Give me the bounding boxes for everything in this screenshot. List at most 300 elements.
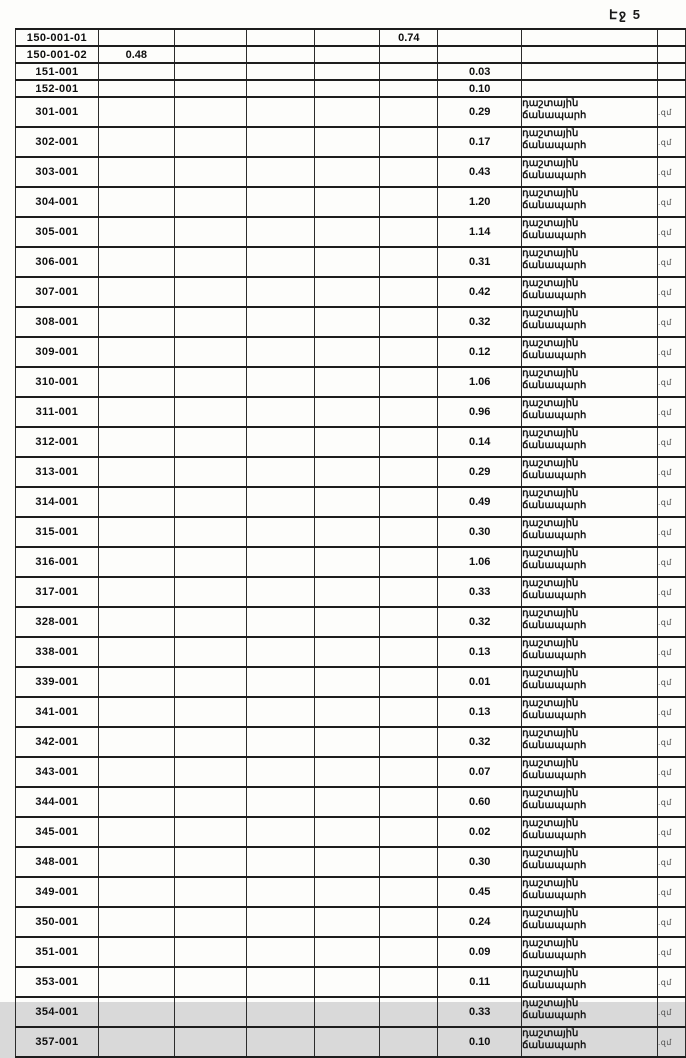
empty-cell (315, 757, 380, 787)
land-use-line: ճանապարհ (522, 350, 587, 361)
empty-cell (98, 367, 174, 397)
empty-cell (380, 1027, 438, 1057)
empty-cell (246, 667, 315, 697)
value-cell: 0.30 (438, 517, 522, 547)
empty-cell (246, 727, 315, 757)
margin-mark: .զմ (657, 637, 685, 667)
empty-cell (315, 817, 380, 847)
empty-cell (315, 697, 380, 727)
empty-cell (315, 127, 380, 157)
empty-cell (174, 787, 246, 817)
empty-cell (174, 517, 246, 547)
land-use-line: դաշտային (522, 278, 579, 289)
margin-mark: .զմ (657, 247, 685, 277)
code-cell: 313-001 (16, 457, 99, 487)
value-cell: 0.48 (98, 46, 174, 63)
land-use-cell (522, 187, 658, 217)
margin-mark: .զմ (657, 277, 685, 307)
land-use-line: ճանապարհ (522, 650, 587, 661)
empty-cell (246, 217, 315, 247)
empty-cell (174, 637, 246, 667)
margin-mark (657, 46, 685, 63)
table-row (16, 517, 686, 547)
land-use-line: դաշտային (522, 998, 579, 1009)
empty-cell (380, 967, 438, 997)
empty-cell (380, 80, 438, 97)
table-row (16, 397, 686, 427)
land-use-cell (522, 397, 658, 427)
empty-cell (246, 607, 315, 637)
margin-mark: .զմ (657, 307, 685, 337)
empty-cell (246, 997, 315, 1027)
margin-mark: .զմ (657, 427, 685, 457)
land-use-cell (522, 1027, 658, 1057)
empty-cell (98, 907, 174, 937)
land-use-line: ճանապարհ (522, 770, 587, 781)
land-use-line: դաշտային (522, 158, 579, 169)
empty-cell (246, 247, 315, 277)
land-use-line: դաշտային (522, 968, 579, 979)
empty-cell (174, 667, 246, 697)
code-cell: 341-001 (16, 697, 99, 727)
land-use-line: դաշտային (522, 728, 579, 739)
land-use-line: ճանապարհ (522, 710, 587, 721)
empty-cell (174, 847, 246, 877)
empty-cell (380, 847, 438, 877)
value-cell: 0.10 (438, 1027, 522, 1057)
empty-cell (174, 997, 246, 1027)
empty-cell (315, 1027, 380, 1057)
empty-cell (174, 97, 246, 127)
empty-cell (315, 307, 380, 337)
empty-cell (380, 157, 438, 187)
empty-cell (380, 97, 438, 127)
empty-cell (98, 727, 174, 757)
table-row (16, 967, 686, 997)
land-use-cell (522, 817, 658, 847)
code-cell: 317-001 (16, 577, 99, 607)
empty-cell (98, 937, 174, 967)
empty-cell (315, 937, 380, 967)
table-row (16, 247, 686, 277)
code-cell: 328-001 (16, 607, 99, 637)
value-cell: 0.09 (438, 937, 522, 967)
table-row (16, 127, 686, 157)
code-cell: 357-001 (16, 1027, 99, 1057)
land-use-cell (522, 877, 658, 907)
empty-cell (315, 29, 380, 46)
empty-cell (98, 397, 174, 427)
code-cell: 310-001 (16, 367, 99, 397)
value-cell: 0.33 (438, 997, 522, 1027)
table-row (16, 667, 686, 697)
empty-cell (98, 607, 174, 637)
code-cell: 315-001 (16, 517, 99, 547)
empty-cell (380, 607, 438, 637)
empty-cell (174, 29, 246, 46)
value-cell: 0.07 (438, 757, 522, 787)
empty-cell (98, 667, 174, 697)
land-use-line: ճանապարհ (522, 740, 587, 751)
margin-mark: .զմ (657, 157, 685, 187)
land-use-cell (522, 997, 658, 1027)
empty-cell (174, 157, 246, 187)
land-use-line: դաշտային (522, 428, 579, 439)
value-cell: 0.33 (438, 577, 522, 607)
empty-cell (98, 337, 174, 367)
empty-cell (315, 157, 380, 187)
empty-cell (246, 127, 315, 157)
value-cell: 0.11 (438, 967, 522, 997)
empty-cell (246, 907, 315, 937)
land-use-cell (522, 907, 658, 937)
margin-mark: .զմ (657, 727, 685, 757)
land-use-line: դաշտային (522, 188, 579, 199)
land-use-cell (522, 727, 658, 757)
land-use-cell (522, 637, 658, 667)
empty-cell (315, 607, 380, 637)
empty-cell (315, 787, 380, 817)
value-cell: 0.31 (438, 247, 522, 277)
empty-cell (380, 907, 438, 937)
empty-cell (315, 727, 380, 757)
empty-cell (315, 247, 380, 277)
land-use-line: ճանապարհ (522, 290, 587, 301)
empty-cell (246, 277, 315, 307)
margin-mark: .զմ (657, 937, 685, 967)
value-cell: 0.32 (438, 727, 522, 757)
land-use-line: ճանապարհ (522, 590, 587, 601)
margin-mark: .զմ (657, 817, 685, 847)
land-use-cell (522, 277, 658, 307)
empty-cell (98, 97, 174, 127)
empty-cell (315, 907, 380, 937)
table-row (16, 97, 686, 127)
empty-cell (174, 697, 246, 727)
empty-cell (380, 937, 438, 967)
empty-cell (98, 577, 174, 607)
land-use-line: դաշտային (522, 368, 579, 379)
code-cell: 343-001 (16, 757, 99, 787)
empty-cell (315, 427, 380, 457)
table-row (16, 937, 686, 967)
value-cell: 0.10 (438, 80, 522, 97)
margin-mark: .զմ (657, 517, 685, 547)
empty-cell (380, 757, 438, 787)
empty-cell (315, 337, 380, 367)
code-cell: 150-001-02 (16, 46, 99, 63)
empty-cell (246, 457, 315, 487)
table-row (16, 487, 686, 517)
margin-mark: .զմ (657, 217, 685, 247)
value-cell: 0.49 (438, 487, 522, 517)
land-use-line: դաշտային (522, 128, 579, 139)
empty-cell (174, 127, 246, 157)
table-row (16, 187, 686, 217)
empty-cell (246, 307, 315, 337)
empty-cell (174, 757, 246, 787)
empty-cell (98, 787, 174, 817)
empty-cell (174, 607, 246, 637)
empty-cell (380, 547, 438, 577)
empty-cell (98, 1027, 174, 1057)
land-use-line: դաշտային (522, 578, 579, 589)
empty-cell (246, 937, 315, 967)
margin-mark: .զմ (657, 787, 685, 817)
land-use-line: դաշտային (522, 248, 579, 259)
empty-cell (380, 997, 438, 1027)
margin-mark: .զմ (657, 1027, 685, 1057)
empty-cell (98, 877, 174, 907)
empty-cell (380, 787, 438, 817)
empty-cell (98, 847, 174, 877)
value-cell: 0.29 (438, 457, 522, 487)
margin-mark: .զմ (657, 607, 685, 637)
empty-cell (380, 877, 438, 907)
empty-cell (98, 637, 174, 667)
code-cell: 152-001 (16, 80, 99, 97)
land-use-line: ճանապարհ (522, 440, 587, 451)
land-use-cell (522, 337, 658, 367)
land-use-line: դաշտային (522, 548, 579, 559)
empty-cell (98, 80, 174, 97)
land-use-line: ճանապարհ (522, 860, 587, 871)
table-row (16, 637, 686, 667)
value-cell: 0.02 (438, 817, 522, 847)
empty-cell (98, 29, 174, 46)
value-cell: 0.01 (438, 667, 522, 697)
empty-cell (246, 517, 315, 547)
value-cell: 1.06 (438, 367, 522, 397)
empty-cell (246, 337, 315, 367)
empty-cell (174, 187, 246, 217)
land-use-line: ճանապարհ (522, 620, 587, 631)
empty-cell (174, 247, 246, 277)
empty-cell (380, 127, 438, 157)
value-cell: 0.43 (438, 157, 522, 187)
empty-cell (174, 307, 246, 337)
empty-cell (380, 187, 438, 217)
parcel-table (15, 28, 686, 1058)
empty-cell (98, 217, 174, 247)
empty-cell (315, 187, 380, 217)
margin-mark: .զմ (657, 367, 685, 397)
margin-mark: .զմ (657, 97, 685, 127)
land-use-line: դաշտային (522, 638, 579, 649)
land-use-cell (522, 577, 658, 607)
value-cell: 0.13 (438, 697, 522, 727)
table-row (16, 277, 686, 307)
empty-cell (174, 46, 246, 63)
empty-cell (246, 29, 315, 46)
empty-cell (246, 97, 315, 127)
empty-cell (98, 457, 174, 487)
land-use-line: դաշտային (522, 668, 579, 679)
land-use-line: դաշտային (522, 878, 579, 889)
code-cell: 312-001 (16, 427, 99, 457)
empty-cell (315, 667, 380, 697)
empty-cell (522, 80, 658, 97)
empty-cell (522, 29, 658, 46)
margin-mark: .զմ (657, 967, 685, 997)
land-use-cell (522, 937, 658, 967)
empty-cell (315, 847, 380, 877)
empty-cell (380, 637, 438, 667)
empty-cell (246, 757, 315, 787)
empty-cell (98, 307, 174, 337)
margin-mark: .զմ (657, 997, 685, 1027)
land-use-cell (522, 547, 658, 577)
table-row (16, 727, 686, 757)
value-cell: 0.45 (438, 877, 522, 907)
table-row (16, 697, 686, 727)
table-row (16, 1027, 686, 1057)
empty-cell (315, 217, 380, 247)
code-cell: 349-001 (16, 877, 99, 907)
empty-cell (380, 217, 438, 247)
margin-mark: .զմ (657, 847, 685, 877)
code-cell: 301-001 (16, 97, 99, 127)
empty-cell (315, 80, 380, 97)
table-row (16, 847, 686, 877)
land-use-line: ճանապարհ (522, 200, 587, 211)
value-cell: 0.32 (438, 607, 522, 637)
empty-cell (315, 397, 380, 427)
empty-cell (315, 277, 380, 307)
table-row (16, 367, 686, 397)
code-cell: 338-001 (16, 637, 99, 667)
table-row (16, 907, 686, 937)
land-use-line: դաշտային (522, 698, 579, 709)
code-cell: 302-001 (16, 127, 99, 157)
land-use-cell (522, 367, 658, 397)
table-row (16, 607, 686, 637)
empty-cell (174, 727, 246, 757)
empty-cell (246, 787, 315, 817)
empty-cell (98, 187, 174, 217)
empty-cell (380, 46, 438, 63)
table-row (16, 457, 686, 487)
page-number: Էջ 5 (609, 7, 642, 22)
empty-cell (174, 907, 246, 937)
land-use-line: ճանապարհ (522, 1040, 587, 1051)
land-use-line: ճանապարհ (522, 1010, 587, 1021)
land-use-cell (522, 667, 658, 697)
code-cell: 308-001 (16, 307, 99, 337)
code-cell: 350-001 (16, 907, 99, 937)
land-use-line: ճանապարհ (522, 110, 587, 121)
empty-cell (380, 427, 438, 457)
empty-cell (380, 697, 438, 727)
land-use-cell (522, 847, 658, 877)
empty-cell (174, 367, 246, 397)
value-cell: 0.03 (438, 63, 522, 80)
empty-cell (380, 817, 438, 847)
empty-cell (380, 727, 438, 757)
empty-cell (438, 46, 522, 63)
code-cell: 351-001 (16, 937, 99, 967)
margin-mark: .զմ (657, 397, 685, 427)
code-cell: 309-001 (16, 337, 99, 367)
code-cell: 150-001-01 (16, 29, 99, 46)
land-use-cell (522, 157, 658, 187)
value-cell: 0.13 (438, 637, 522, 667)
land-use-cell (522, 457, 658, 487)
land-use-cell (522, 427, 658, 457)
empty-cell (380, 367, 438, 397)
margin-mark: .զմ (657, 187, 685, 217)
land-use-line: դաշտային (522, 458, 579, 469)
empty-cell (380, 517, 438, 547)
value-cell: 1.20 (438, 187, 522, 217)
land-use-line: դաշտային (522, 98, 579, 109)
margin-mark: .զմ (657, 337, 685, 367)
empty-cell (380, 337, 438, 367)
empty-cell (315, 997, 380, 1027)
empty-cell (315, 637, 380, 667)
table-row (16, 787, 686, 817)
value-cell: 0.24 (438, 907, 522, 937)
margin-mark: .զմ (657, 127, 685, 157)
empty-cell (98, 247, 174, 277)
land-use-line: ճանապարհ (522, 170, 587, 181)
margin-mark: .զմ (657, 757, 685, 787)
empty-cell (246, 397, 315, 427)
margin-mark: .զմ (657, 667, 685, 697)
code-cell: 304-001 (16, 187, 99, 217)
empty-cell (246, 847, 315, 877)
code-cell: 311-001 (16, 397, 99, 427)
margin-mark (657, 63, 685, 80)
margin-mark: .զմ (657, 877, 685, 907)
land-use-line: դաշտային (522, 308, 579, 319)
land-use-line: ճանապարհ (522, 380, 587, 391)
empty-cell (98, 127, 174, 157)
empty-cell (315, 97, 380, 127)
land-use-line: ճանապարհ (522, 530, 587, 541)
empty-cell (174, 277, 246, 307)
empty-cell (98, 757, 174, 787)
land-use-line: դաշտային (522, 338, 579, 349)
land-use-cell (522, 607, 658, 637)
empty-cell (246, 46, 315, 63)
table-row (16, 547, 686, 577)
land-use-line: դաշտային (522, 488, 579, 499)
empty-cell (174, 427, 246, 457)
table-row (16, 29, 686, 46)
land-use-cell (522, 517, 658, 547)
value-cell: 0.74 (380, 29, 438, 46)
value-cell: 0.96 (438, 397, 522, 427)
land-use-line: ճանապարհ (522, 980, 587, 991)
code-cell: 354-001 (16, 997, 99, 1027)
empty-cell (246, 547, 315, 577)
value-cell: 1.14 (438, 217, 522, 247)
empty-cell (174, 397, 246, 427)
empty-cell (246, 367, 315, 397)
empty-cell (98, 427, 174, 457)
empty-cell (380, 667, 438, 697)
code-cell: 151-001 (16, 63, 99, 80)
code-cell: 345-001 (16, 817, 99, 847)
value-cell: 0.12 (438, 337, 522, 367)
land-use-line: դաշտային (522, 848, 579, 859)
empty-cell (246, 63, 315, 80)
empty-cell (174, 457, 246, 487)
empty-cell (380, 457, 438, 487)
empty-cell (246, 187, 315, 217)
land-use-cell (522, 247, 658, 277)
